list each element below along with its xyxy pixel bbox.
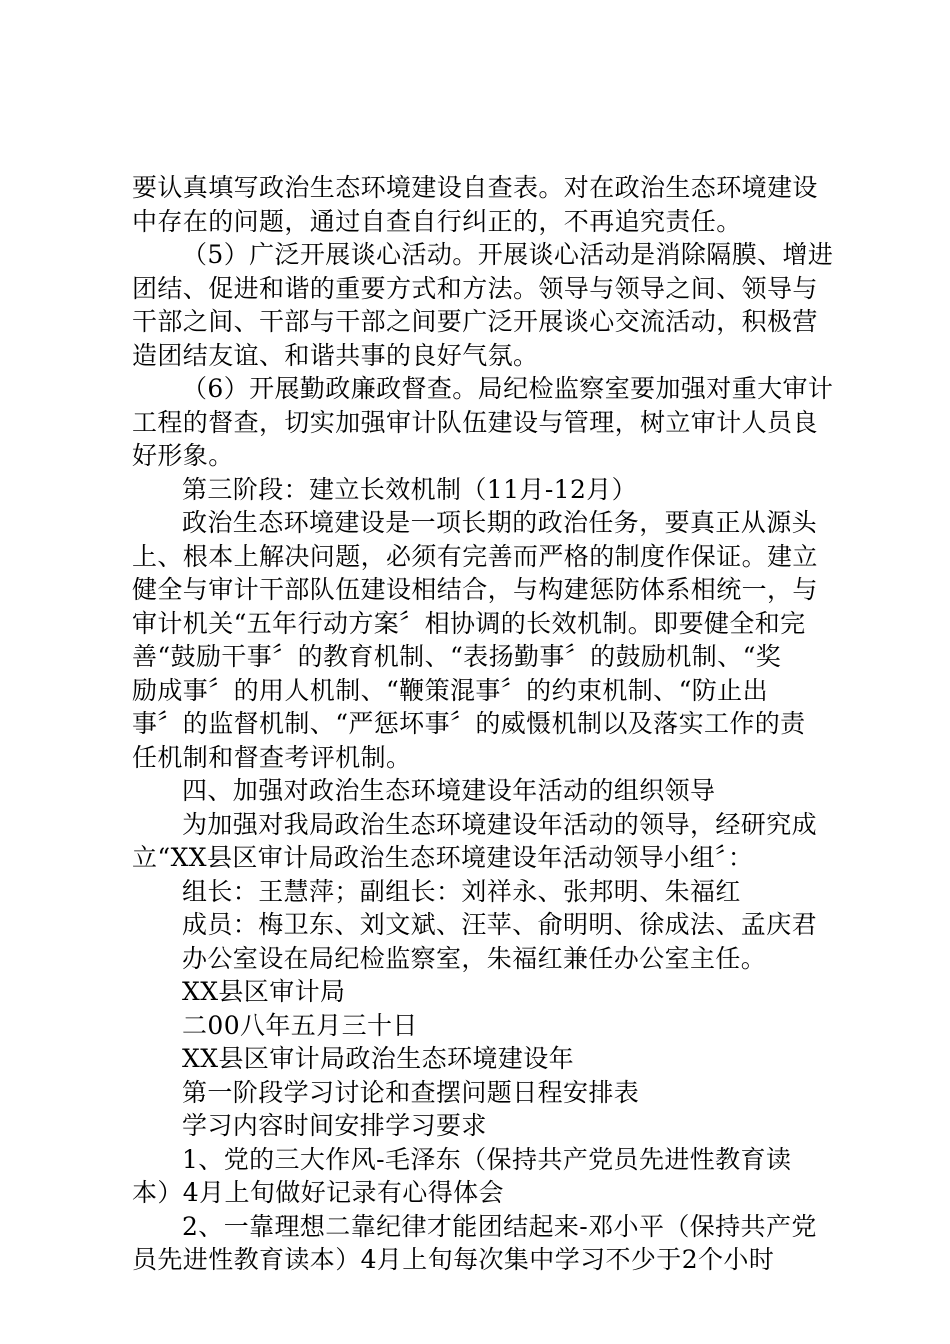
- text-line: 造团结友谊、和谐共事的良好气氛。: [132, 340, 539, 370]
- text-line: 上、根本上解决问题，必须有完善而严格的制度作保证。建立: [132, 541, 818, 571]
- text-line: 办公室设在局纪检监察室，朱福红兼任办公室主任。: [182, 943, 767, 973]
- text-line: 二00八年五月三十日: [182, 1010, 418, 1040]
- text-line: 事〞的监督机制、“严惩坏事〞的威慑机制以及落实工作的责: [132, 709, 806, 738]
- text-line: 为加强对我局政治生态环境建设年活动的领导，经研究成: [182, 809, 818, 839]
- text-line: 政治生态环境建设是一项长期的政治任务，要真正从源头: [182, 508, 818, 537]
- text-line: （5）广泛开展谈心活动。开展谈心活动是消除隔膜、增进: [182, 240, 834, 269]
- text-line: 善“鼓励干事〞的教育机制、“表扬勤事〞的鼓励机制、“奖: [132, 642, 782, 671]
- text-line: 审计机关“五年行动方案〞相协调的长效机制。即要健全和完: [132, 608, 806, 638]
- text-line: XX县区审计局政治生态环境建设年: [182, 1044, 574, 1073]
- text-line: 工程的督查，切实加强审计队伍建设与管理，树立审计人员良: [132, 407, 818, 437]
- text-line: 好形象。: [132, 441, 234, 470]
- text-line: 学习内容时间安排学习要求: [182, 1111, 487, 1140]
- text-line: （6）开展勤政廉政督查。局纪检监察室要加强对重大审计: [182, 374, 834, 403]
- text-line: 中存在的问题，通过自查自行纠正的，不再追究责任。: [132, 206, 742, 236]
- text-line: 干部之间、干部与干部之间要广泛开展谈心交流活动，积极营: [132, 307, 818, 336]
- text-line: 2、一靠理想二靠纪律才能团结起来-邓小平（保持共产党: [182, 1211, 817, 1241]
- document-body: [132, 171, 832, 1277]
- text-line: 1、党的三大作风-毛泽东（保持共产党员先进性教育读: [182, 1144, 792, 1174]
- text-line: 健全与审计干部队伍建设相结合，与构建惩防体系相统一，与: [132, 575, 818, 604]
- text-line: 本）4月上旬做好记录有心得体会: [132, 1178, 504, 1207]
- text-line: 四、加强对政治生态环境建设年活动的组织领导: [182, 776, 716, 805]
- text-line: 团结、促进和谐的重要方式和方法。领导与领导之间、领导与: [132, 273, 818, 303]
- text-line: 立“XX县区审计局政治生态环境建设年活动领导小组〞：: [132, 843, 754, 872]
- text-line: 员先进性教育读本）4月上旬每次集中学习不少于2个小时: [132, 1245, 775, 1274]
- text-line: 第一阶段学习讨论和查摆问题日程安排表: [182, 1077, 640, 1107]
- text-line: 成员：梅卫东、刘文斌、汪苹、俞明明、徐成法、孟庆君: [182, 910, 818, 939]
- text-line: 组长：王慧萍；副组长：刘祥永、张邦明、朱福红: [182, 876, 741, 906]
- text-line: 任机制和督查考评机制。: [132, 742, 412, 772]
- text-line: XX县区审计局: [182, 977, 346, 1006]
- text-line: 励成事〞的用人机制、“鞭策混事〞的约束机制、“防止出: [132, 675, 768, 705]
- text-line: 第三阶段：建立长效机制（11月-12月）: [182, 474, 638, 504]
- text-line: 要认真填写政治生态环境建设自查表。对在政治生态环境建设: [132, 173, 818, 202]
